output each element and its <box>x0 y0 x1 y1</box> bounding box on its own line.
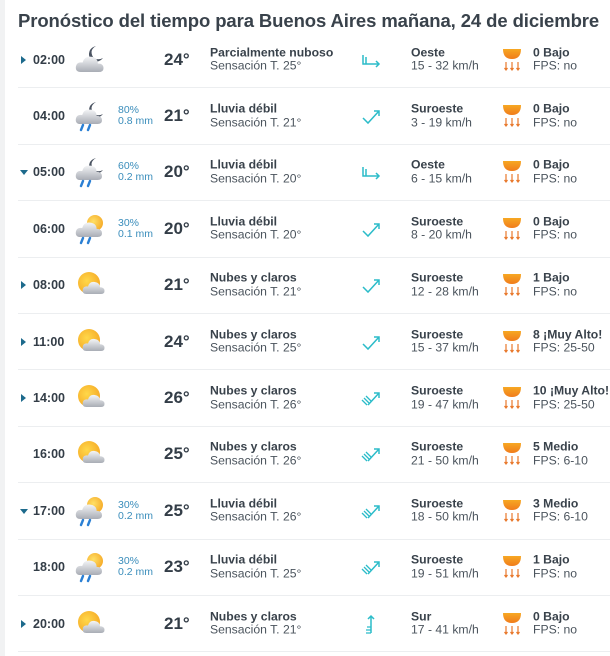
night-cloud-icon <box>74 44 106 76</box>
forecast-row-1800[interactable] <box>18 540 610 596</box>
wind-direction-text: Oeste <box>411 45 445 60</box>
precipitation-info <box>118 105 153 127</box>
wind-speed-text: 18 - 50 km/h <box>411 509 479 524</box>
condition-text: Lluvia débil <box>210 214 278 229</box>
feels-like-text: Sensación T. 26° <box>210 509 302 524</box>
condition-block <box>210 554 301 581</box>
wind-block <box>411 497 479 524</box>
forecast-row-1400[interactable] <box>18 370 610 426</box>
precip-probability: 30% <box>118 498 140 511</box>
wind-direction-text: Suroeste <box>411 439 464 454</box>
wind-speed-text: 19 - 51 km/h <box>411 566 479 581</box>
sun-rain-icon <box>74 213 106 245</box>
night-rain-icon <box>74 100 106 132</box>
wind-speed-text: 21 - 50 km/h <box>411 453 479 468</box>
condition-block <box>210 272 301 299</box>
precipitation-info <box>118 218 153 240</box>
uv-block <box>533 554 577 581</box>
uv-index-text: 0 Bajo <box>533 157 570 172</box>
uv-block <box>533 215 577 242</box>
precipitation-info <box>118 556 153 578</box>
fps-text: FPS: no <box>533 227 578 242</box>
fps-text: FPS: no <box>533 622 578 637</box>
uv-index-text: 0 Bajo <box>533 45 570 60</box>
condition-block <box>210 497 301 524</box>
wind-speed-text: 15 - 32 km/h <box>411 58 479 73</box>
wind-block <box>411 272 479 299</box>
hour-label: 08:00 <box>33 278 65 293</box>
condition-block <box>210 385 301 412</box>
wind-block <box>411 215 472 242</box>
fps-text: FPS: 6-10 <box>533 509 588 524</box>
sun-rain-icon <box>74 495 106 527</box>
uv-index-text: 0 Bajo <box>533 101 570 116</box>
wind-speed-text: 19 - 47 km/h <box>411 397 479 412</box>
uv-block <box>533 328 602 355</box>
night-rain-icon <box>74 156 106 188</box>
sun-rain-icon <box>74 551 106 583</box>
wind-southwest-strong-icon <box>360 556 382 578</box>
sun-cloud-icon <box>74 608 106 640</box>
wind-block <box>411 610 479 637</box>
precip-probability: 30% <box>118 555 140 568</box>
condition-text: Lluvia débil <box>210 496 278 511</box>
feels-like-text: Sensación T. 26° <box>210 453 302 468</box>
forecast-row-0500[interactable] <box>18 145 610 201</box>
precip-amount: 0.2 mm <box>118 566 154 579</box>
expand-caret-icon[interactable] <box>20 507 28 515</box>
feels-like-text: Sensación T. 25° <box>210 340 302 355</box>
feels-like-text: Sensación T. 20° <box>210 171 302 186</box>
page-title: Pronóstico del tiempo para Buenos Aires mañana, 24 de diciembre <box>18 10 600 31</box>
condition-text: Lluvia débil <box>210 101 278 116</box>
condition-text: Parcialmente nuboso <box>210 45 334 60</box>
wind-speed-text: 3 - 19 km/h <box>411 115 472 130</box>
wind-speed-text: 17 - 41 km/h <box>411 622 479 637</box>
precip-amount: 0.2 mm <box>118 171 154 184</box>
wind-direction-text: Suroeste <box>411 270 464 285</box>
fps-text: FPS: 25-50 <box>533 340 595 355</box>
condition-text: Lluvia débil <box>210 157 278 172</box>
feels-like-text: Sensación T. 25° <box>210 58 302 73</box>
uv-block <box>533 385 609 412</box>
feels-like-text: Sensación T. 21° <box>210 115 302 130</box>
hour-label: 04:00 <box>33 109 65 124</box>
condition-text: Nubes y claros <box>210 327 297 342</box>
left-gutter <box>0 0 5 656</box>
forecast-row-1600[interactable] <box>18 427 610 483</box>
wind-direction-text: Suroeste <box>411 214 464 229</box>
wind-southwest-icon <box>360 105 382 127</box>
wind-direction-text: Suroeste <box>411 383 464 398</box>
feels-like-text: Sensación T. 21° <box>210 284 302 299</box>
fps-text: FPS: no <box>533 566 578 581</box>
uv-block <box>533 497 588 524</box>
wind-block <box>411 385 479 412</box>
temperature: 21° <box>164 106 190 126</box>
forecast-row-2000[interactable] <box>18 596 610 652</box>
wind-direction-text: Suroeste <box>411 327 464 342</box>
wind-southwest-strong-icon <box>360 387 382 409</box>
sun-cloud-icon <box>74 382 106 414</box>
hour-label: 20:00 <box>33 616 65 631</box>
temperature: 20° <box>164 218 190 238</box>
hour-label: 11:00 <box>33 334 65 349</box>
precip-amount: 0.2 mm <box>118 509 154 522</box>
condition-block <box>210 328 301 355</box>
temperature: 21° <box>164 613 190 633</box>
sun-cloud-icon <box>74 326 106 358</box>
uv-block <box>533 103 577 130</box>
hour-label: 06:00 <box>33 221 65 236</box>
uv-sun-icon <box>502 612 522 636</box>
uv-index-text: 3 Medio <box>533 496 579 511</box>
wind-direction-text: Oeste <box>411 157 445 172</box>
uv-sun-icon <box>502 442 522 466</box>
sun-cloud-icon <box>74 269 106 301</box>
uv-index-text: 0 Bajo <box>533 214 570 229</box>
temperature: 20° <box>164 162 190 182</box>
fps-text: FPS: no <box>533 284 578 299</box>
uv-sun-icon <box>502 555 522 579</box>
temperature: 25° <box>164 444 190 464</box>
wind-block <box>411 103 472 130</box>
condition-text: Nubes y claros <box>210 439 297 454</box>
temperature: 24° <box>164 331 190 351</box>
forecast-row-1100[interactable] <box>18 314 610 370</box>
expand-caret-icon[interactable] <box>20 281 28 289</box>
fps-text: FPS: 25-50 <box>533 397 595 412</box>
wind-southwest-strong-icon <box>360 500 382 522</box>
hour-label: 02:00 <box>33 52 65 67</box>
hour-label: 05:00 <box>33 165 65 180</box>
wind-southwest-icon <box>360 274 382 296</box>
hour-label: 18:00 <box>33 560 65 575</box>
hourly-forecast-list <box>18 32 610 652</box>
feels-like-text: Sensación T. 21° <box>210 622 302 637</box>
precip-probability: 60% <box>118 160 140 173</box>
condition-text: Nubes y claros <box>210 383 297 398</box>
uv-index-text: 10 ¡Muy Alto! <box>533 383 610 398</box>
uv-block <box>533 272 577 299</box>
uv-sun-icon <box>502 160 522 184</box>
condition-block <box>210 215 301 242</box>
uv-sun-icon <box>502 217 522 241</box>
temperature: 21° <box>164 275 190 295</box>
fps-text: FPS: no <box>533 58 578 73</box>
condition-block <box>210 159 301 186</box>
precip-amount: 0.8 mm <box>118 115 154 128</box>
wind-speed-text: 15 - 37 km/h <box>411 340 479 355</box>
hour-label: 16:00 <box>33 447 65 462</box>
sun-cloud-icon <box>74 438 106 470</box>
wind-speed-text: 12 - 28 km/h <box>411 284 479 299</box>
condition-block <box>210 610 301 637</box>
fps-text: FPS: no <box>533 171 578 186</box>
uv-index-text: 1 Bajo <box>533 552 570 567</box>
forecast-row-0600[interactable] <box>18 201 610 257</box>
expand-caret-icon[interactable] <box>20 168 28 176</box>
fps-text: FPS: 6-10 <box>533 453 588 468</box>
wind-direction-text: Suroeste <box>411 496 464 511</box>
feels-like-text: Sensación T. 25° <box>210 566 302 581</box>
uv-index-text: 8 ¡Muy Alto! <box>533 327 603 342</box>
feels-like-text: Sensación T. 26° <box>210 397 302 412</box>
precip-probability: 80% <box>118 104 140 117</box>
forecast-row-0200[interactable] <box>18 32 610 88</box>
uv-sun-icon <box>502 386 522 410</box>
wind-direction-text: Suroeste <box>411 101 464 116</box>
uv-index-text: 1 Bajo <box>533 270 570 285</box>
temperature: 26° <box>164 388 190 408</box>
wind-block <box>411 159 472 186</box>
wind-direction-text: Suroeste <box>411 552 464 567</box>
wind-southwest-strong-icon <box>360 443 382 465</box>
condition-block <box>210 103 301 130</box>
wind-speed-text: 8 - 20 km/h <box>411 227 472 242</box>
expand-caret-icon[interactable] <box>20 620 28 628</box>
forecast-row-0400[interactable] <box>18 88 610 144</box>
expand-caret-icon[interactable] <box>20 394 28 402</box>
wind-west-icon <box>360 49 382 71</box>
wind-southwest-icon <box>360 218 382 240</box>
condition-block <box>210 441 301 468</box>
temperature: 24° <box>164 49 190 69</box>
wind-block <box>411 441 479 468</box>
precip-probability: 30% <box>118 216 140 229</box>
uv-sun-icon <box>502 273 522 297</box>
uv-block <box>533 610 577 637</box>
condition-text: Nubes y claros <box>210 609 297 624</box>
uv-sun-icon <box>502 104 522 128</box>
precipitation-info <box>118 500 153 522</box>
uv-sun-icon <box>502 48 522 72</box>
wind-direction-text: Sur <box>411 609 432 624</box>
forecast-row-0800[interactable] <box>18 258 610 314</box>
uv-sun-icon <box>502 499 522 523</box>
uv-block <box>533 441 588 468</box>
condition-text: Nubes y claros <box>210 270 297 285</box>
wind-block <box>411 554 479 581</box>
expand-caret-icon[interactable] <box>20 338 28 346</box>
uv-block <box>533 159 577 186</box>
hour-label: 17:00 <box>33 503 65 518</box>
uv-sun-icon <box>502 330 522 354</box>
uv-index-text: 5 Medio <box>533 439 579 454</box>
fps-text: FPS: no <box>533 115 578 130</box>
wind-west-icon <box>360 161 382 183</box>
wind-block <box>411 328 479 355</box>
temperature: 23° <box>164 557 190 577</box>
condition-block <box>210 46 333 73</box>
wind-block <box>411 46 479 73</box>
hour-label: 14:00 <box>33 391 65 406</box>
temperature: 25° <box>164 500 190 520</box>
uv-index-text: 0 Bajo <box>533 609 570 624</box>
forecast-row-1700[interactable] <box>18 483 610 539</box>
wind-speed-text: 6 - 15 km/h <box>411 171 472 186</box>
expand-caret-icon[interactable] <box>20 56 28 64</box>
precipitation-info <box>118 161 153 183</box>
precip-amount: 0.1 mm <box>118 227 154 240</box>
wind-south-icon <box>360 613 382 635</box>
condition-text: Lluvia débil <box>210 552 278 567</box>
feels-like-text: Sensación T. 20° <box>210 227 302 242</box>
uv-block <box>533 46 577 73</box>
wind-southwest-icon <box>360 331 382 353</box>
